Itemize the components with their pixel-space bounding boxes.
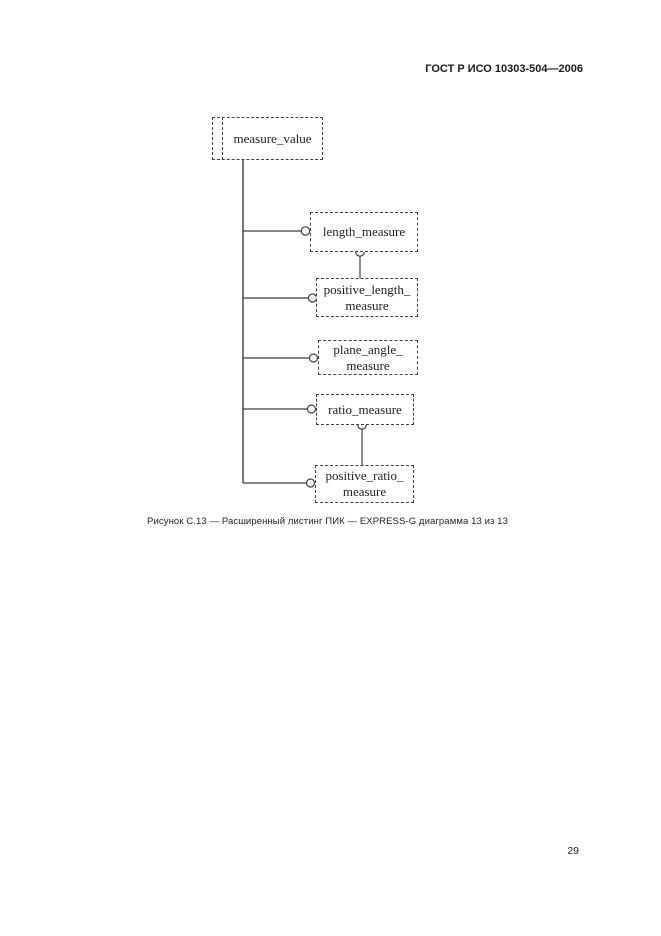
document-header: ГОСТ Р ИСО 10303-504—2006 — [425, 63, 583, 75]
relation-circle-length-measure — [301, 227, 309, 235]
node-ratio-measure — [316, 394, 414, 425]
select-type-bar — [222, 117, 223, 160]
node-label: positive_ratio_ — [325, 468, 404, 483]
figure-caption: Рисунок С.13 — Расширенный листинг ПИК — EXPRESS-G диаграмма 13 из 13 — [147, 516, 508, 527]
node-label: ratio_measure — [328, 401, 402, 417]
relation-circle-ratio-measure — [308, 405, 316, 413]
node-label: measure_value — [233, 130, 312, 146]
node-label: measure — [345, 297, 389, 313]
node-label: length_measure — [322, 224, 406, 239]
node-label: measure — [346, 357, 390, 373]
node-measure-value — [212, 117, 323, 160]
page-number: 29 — [567, 845, 579, 857]
relation-circle-plane-angle-measure — [310, 354, 318, 362]
node-length-measure — [310, 212, 418, 252]
node-positive-ratio-measure — [315, 465, 414, 503]
node-label: positive_length_ — [323, 281, 411, 297]
node-label: plane_angle_ — [333, 341, 403, 357]
node-label: measure — [342, 484, 387, 499]
node-plane-angle-measure — [318, 340, 418, 375]
node-positive-length-measure — [316, 278, 418, 317]
relation-circle-positive-ratio-measure — [307, 479, 315, 487]
